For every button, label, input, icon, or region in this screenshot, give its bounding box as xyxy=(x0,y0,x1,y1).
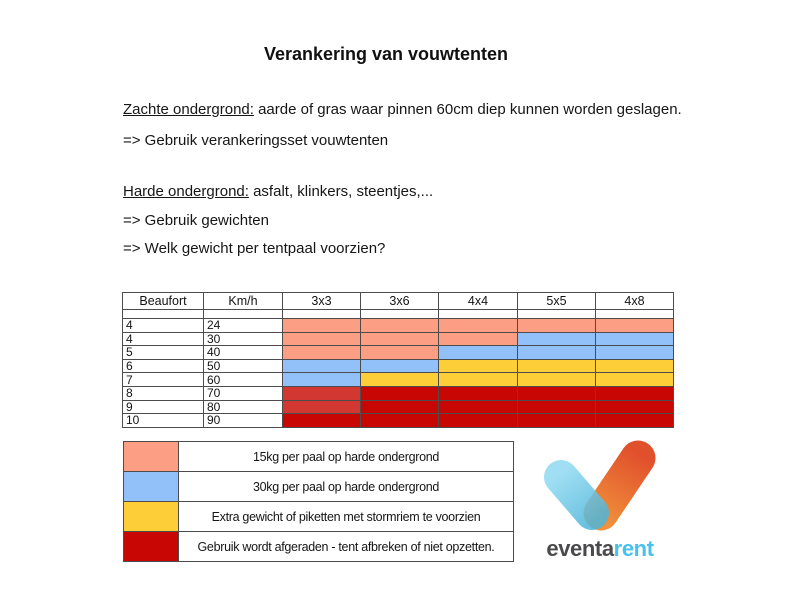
color-cell-red xyxy=(596,414,674,428)
color-cell-red xyxy=(361,386,439,400)
kmh-cell: 24 xyxy=(204,319,283,333)
table-row xyxy=(123,359,674,373)
legend-swatch-red xyxy=(124,532,179,562)
kmh-cell: 30 xyxy=(204,332,283,346)
beaufort-cell: 5 xyxy=(123,346,204,360)
header-row xyxy=(123,293,674,310)
column-header: 3x6 xyxy=(361,293,439,310)
column-header: 4x4 xyxy=(439,293,518,310)
table-row xyxy=(123,386,674,400)
color-cell-red xyxy=(361,414,439,428)
column-header: 3x3 xyxy=(283,293,361,310)
color-cell-salmon xyxy=(518,319,596,333)
hard-ground-line xyxy=(123,183,433,200)
color-cell-salmon xyxy=(361,346,439,360)
beaufort-cell: 9 xyxy=(123,400,204,414)
color-cell-yellow xyxy=(439,373,518,387)
color-cell-red xyxy=(518,414,596,428)
hard-ground-bullet-1: => Gebruik gewichten xyxy=(123,212,269,229)
column-header: Beaufort xyxy=(123,293,204,310)
hard-ground-bullet-2: => Welk gewicht per tentpaal voorzien? xyxy=(123,240,386,257)
legend-label: Extra gewicht of piketten met stormriem te voorzien xyxy=(179,502,514,532)
color-cell-yellow xyxy=(518,373,596,387)
legend-table xyxy=(123,441,514,562)
logo-checkmark-icon xyxy=(535,432,665,538)
kmh-cell: 90 xyxy=(204,414,283,428)
kmh-cell: 70 xyxy=(204,386,283,400)
soft-ground-heading: Zachte ondergrond: xyxy=(123,101,254,118)
column-header: 5x5 xyxy=(518,293,596,310)
empty-cell xyxy=(596,310,674,319)
page-title: Verankering van vouwtenten xyxy=(263,44,509,64)
legend-table-body xyxy=(124,442,514,562)
column-header: Km/h xyxy=(204,293,283,310)
color-cell-red xyxy=(596,400,674,414)
beaufort-cell: 4 xyxy=(123,332,204,346)
color-cell-salmon xyxy=(361,332,439,346)
beaufort-cell: 6 xyxy=(123,359,204,373)
table-row xyxy=(123,346,674,360)
wind-table xyxy=(122,292,674,428)
empty-cell xyxy=(204,310,283,319)
wind-table-body xyxy=(123,310,674,428)
color-cell-red xyxy=(518,400,596,414)
color-cell-salmon xyxy=(596,319,674,333)
legend-label: Gebruik wordt afgeraden - tent afbreken of niet opzetten. xyxy=(179,532,514,562)
legend-swatch-blue xyxy=(124,472,179,502)
table-row xyxy=(123,414,674,428)
color-cell-yellow xyxy=(361,373,439,387)
hard-ground-heading: Harde ondergrond: xyxy=(123,183,249,200)
color-cell-blue xyxy=(439,346,518,360)
color-cell-blue xyxy=(518,346,596,360)
empty-cell xyxy=(283,310,361,319)
legend-label: 30kg per paal op harde ondergrond xyxy=(179,472,514,502)
empty-cell xyxy=(439,310,518,319)
color-cell-blue xyxy=(283,373,361,387)
legend-row xyxy=(124,472,514,502)
color-cell-salmon xyxy=(439,319,518,333)
color-cell-red xyxy=(596,386,674,400)
color-cell-red xyxy=(518,386,596,400)
wind-table-head xyxy=(123,293,674,310)
beaufort-cell: 4 xyxy=(123,319,204,333)
empty-cell xyxy=(361,310,439,319)
kmh-cell: 80 xyxy=(204,400,283,414)
color-cell-red2 xyxy=(283,400,361,414)
soft-ground-bullet: => Gebruik verankeringsset vouwtenten xyxy=(123,132,389,149)
kmh-cell: 50 xyxy=(204,359,283,373)
table-row xyxy=(123,319,674,333)
table-row xyxy=(123,400,674,414)
legend-row xyxy=(124,442,514,472)
color-cell-red xyxy=(361,400,439,414)
spacer-row xyxy=(123,310,674,319)
logo-wordmark xyxy=(527,536,673,562)
empty-cell xyxy=(518,310,596,319)
color-cell-salmon xyxy=(439,332,518,346)
color-cell-red xyxy=(439,400,518,414)
color-cell-yellow xyxy=(439,359,518,373)
table-row xyxy=(123,332,674,346)
empty-cell xyxy=(123,310,204,319)
legend-row xyxy=(124,532,514,562)
logo-text-accent: rent xyxy=(613,536,654,561)
color-cell-blue xyxy=(518,332,596,346)
color-cell-yellow xyxy=(596,373,674,387)
color-cell-red xyxy=(283,414,361,428)
legend-row xyxy=(124,502,514,532)
column-header: 4x8 xyxy=(596,293,674,310)
color-cell-salmon xyxy=(283,346,361,360)
logo-text-primary: eventa xyxy=(546,536,614,561)
color-cell-salmon xyxy=(361,319,439,333)
color-cell-yellow xyxy=(596,359,674,373)
beaufort-cell: 7 xyxy=(123,373,204,387)
color-cell-blue xyxy=(596,332,674,346)
soft-ground-text: aarde of gras waar pinnen 60cm diep kunnen worden geslagen. xyxy=(253,101,682,118)
color-cell-red2 xyxy=(283,386,361,400)
color-cell-yellow xyxy=(518,359,596,373)
color-cell-salmon xyxy=(283,332,361,346)
legend-swatch-yellow xyxy=(124,502,179,532)
kmh-cell: 60 xyxy=(204,373,283,387)
soft-ground-line xyxy=(123,101,682,118)
color-cell-blue xyxy=(283,359,361,373)
color-cell-blue xyxy=(596,346,674,360)
color-cell-red xyxy=(439,414,518,428)
hard-ground-text: asfalt, klinkers, steentjes,... xyxy=(248,183,434,200)
color-cell-blue xyxy=(361,359,439,373)
kmh-cell: 40 xyxy=(204,346,283,360)
logo xyxy=(535,432,665,538)
color-cell-salmon xyxy=(283,319,361,333)
legend-label: 15kg per paal op harde ondergrond xyxy=(179,442,514,472)
color-cell-red xyxy=(439,386,518,400)
legend-swatch-salmon xyxy=(124,442,179,472)
table-row xyxy=(123,373,674,387)
beaufort-cell: 10 xyxy=(123,414,204,428)
beaufort-cell: 8 xyxy=(123,386,204,400)
